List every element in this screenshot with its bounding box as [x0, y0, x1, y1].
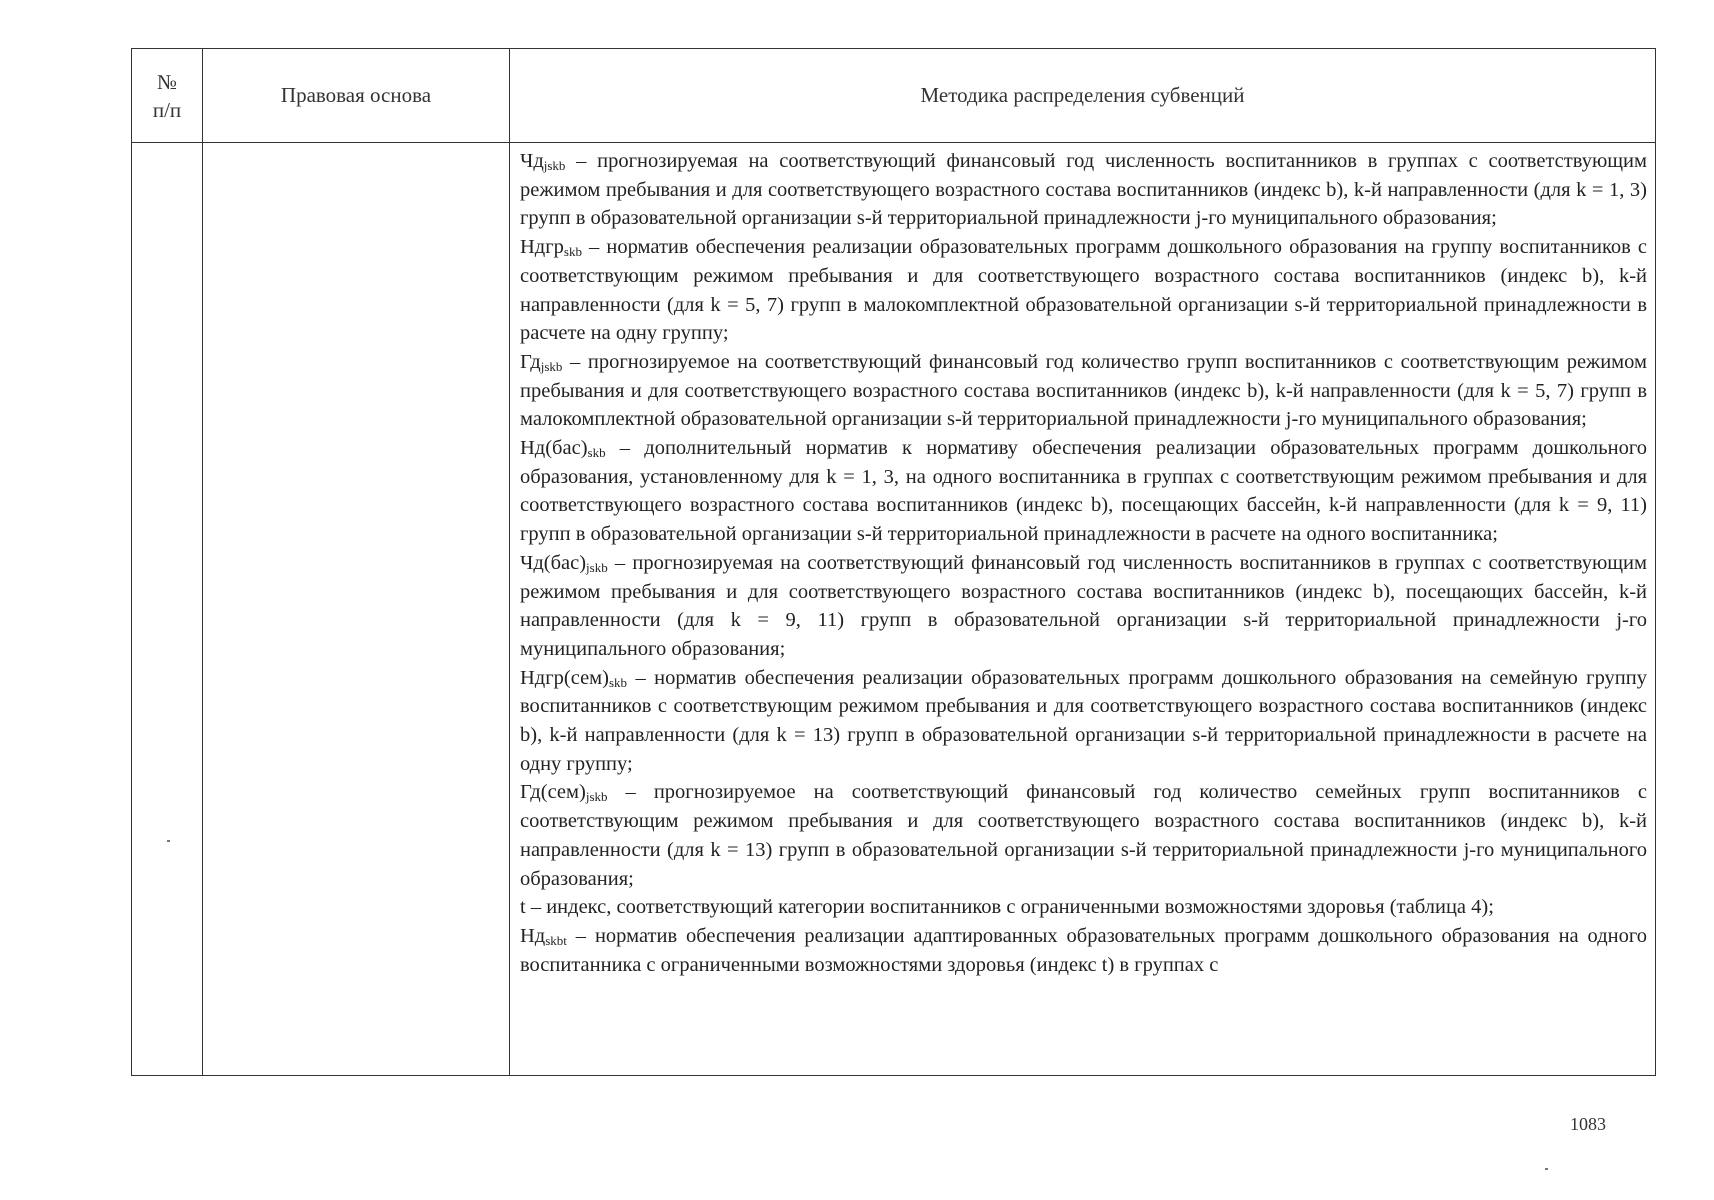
definition-subscript: skbt	[545, 932, 567, 948]
definition-paragraph	[520, 778, 1647, 893]
definition-paragraph	[520, 664, 1647, 779]
definition-paragraph	[520, 922, 1647, 979]
definition-symbol: Нд(бас)	[520, 437, 588, 460]
table-header-row	[132, 49, 1656, 143]
definition-subscript: jskb	[543, 158, 566, 173]
table-row	[132, 143, 1656, 1076]
definition-text: – прогнозируемая на соответствующий финансовый год численность воспитанников в группах с соответствующим режимом пребывания и для соответствующего возрастного состава воспитанников (индекс b), посещающих бассейн, k-й направленности (для k = 9, 11) групп в образовательной организации s-й территориальной принадлежности j-го муниципального образования;	[520, 551, 1647, 660]
method-text-cell	[510, 143, 1656, 1076]
definition-paragraph	[520, 893, 1647, 922]
definition-text: – прогнозируемое на соответствующий финансовый год количество семейных групп воспитанников с соответствующим режимом пребывания и для соответствующего возрастного состава воспитанников (индекс b), k-й направленности (для k = 13) групп в образовательной организации s-й территориальной принадлежности j-го муниципального образования;	[520, 781, 1647, 890]
definition-symbol: Гд	[520, 350, 541, 373]
definition-subscript: jskb	[586, 559, 608, 575]
scan-speck	[167, 840, 170, 842]
definition-symbol: Ндгр	[520, 236, 564, 259]
definition-symbol: t	[520, 896, 526, 919]
definition-text: – индекс, соответствующий категории воспитанников с ограниченными возможностями здоровья (таблица 4);	[525, 896, 1494, 919]
definition-text: – норматив обеспечения реализации образовательных программ дошкольного образования на семейную группу воспитанников с соответствующим режимом пребывания и для соответствующего возрастного состава воспитанников (индекс b), k-й направленности (для k = 13) групп в образовательной организации s-й территориальной принадлежности в расчете на одну группу;	[520, 666, 1647, 775]
row-number-cell	[132, 143, 203, 1076]
definition-subscript: jskb	[585, 789, 608, 805]
definition-subscript: skb	[608, 674, 628, 690]
legal-basis-cell	[203, 143, 510, 1076]
definition-symbol: Чд	[520, 150, 544, 172]
header-legal-basis: Правовая основа	[203, 49, 510, 143]
definition-paragraph	[520, 434, 1647, 549]
definition-subscript: skb	[563, 244, 582, 260]
header-row-number	[132, 49, 203, 143]
header-method: Методика распределения субвенций	[510, 49, 1656, 143]
definition-symbol: Ндгр(сем)	[520, 666, 609, 689]
definition-text: – норматив обеспечения реализации адаптированных образовательных программ дошкольного образования на одного воспитанника с ограниченными возможностями здоровья (индекс t) в группах с	[520, 924, 1647, 976]
definition-paragraph	[520, 549, 1647, 664]
subsidy-methodology-table	[131, 48, 1656, 1076]
definition-subscript: skb	[587, 445, 606, 461]
scan-speck	[1545, 1168, 1548, 1170]
header-num-label: п/п	[152, 97, 182, 122]
definition-text: – прогнозируемая на соответствующий финансовый год численность воспитанников в группах с соответствующим режимом пребывания и для соответствующего возрастного состава воспитанников (индекс b), k-й направленности (для k = 1, 3) групп в образовательной организации s-й территориальной принадлежности j-го муниципального образования;	[520, 150, 1647, 230]
definition-symbol: Нд	[520, 924, 546, 947]
definition-paragraph	[520, 233, 1647, 348]
definition-text: – дополнительный норматив к нормативу обеспечения реализации образовательных программ дошкольного образования, установленному для k = 1, 3, на одного воспитанника в группах с соответствующим режимом пребывания и для соответствующего возрастного состава воспитанников (индекс b), посещающих бассейн, k-й направленности (для k = 9, 11) групп в образовательной организации s-й территориальной принадлежности в расчете на одного воспитанника;	[520, 437, 1647, 546]
definition-text: – прогнозируемое на соответствующий финансовый год количество групп воспитанников с соответствующим режимом пребывания и для соответствующего возрастного состава воспитанников (индекс b), k-й направленности (для k = 5, 7) групп в малокомплектной образовательной организации s-й территориальной принадлежности j-го муниципального образования;	[520, 350, 1647, 431]
definition-paragraph	[520, 147, 1647, 233]
header-num-symbol: №	[156, 69, 178, 94]
definition-text: – норматив обеспечения реализации образовательных программ дошкольного образования на группу воспитанников с соответствующим режимом пребывания и для соответствующего возрастного состава воспитанников (индекс b), k-й направленности (для k = 5, 7) групп в малокомплектной образовательной организации s-й территориальной принадлежности в расчете на одну группу;	[520, 236, 1647, 345]
definition-subscript: jskb	[540, 358, 563, 374]
definition-symbol: Чд(бас)	[520, 551, 587, 574]
definition-paragraph	[520, 348, 1647, 434]
page-number: 1083	[1570, 1114, 1606, 1134]
definition-symbol: Гд(сем)	[520, 781, 586, 804]
